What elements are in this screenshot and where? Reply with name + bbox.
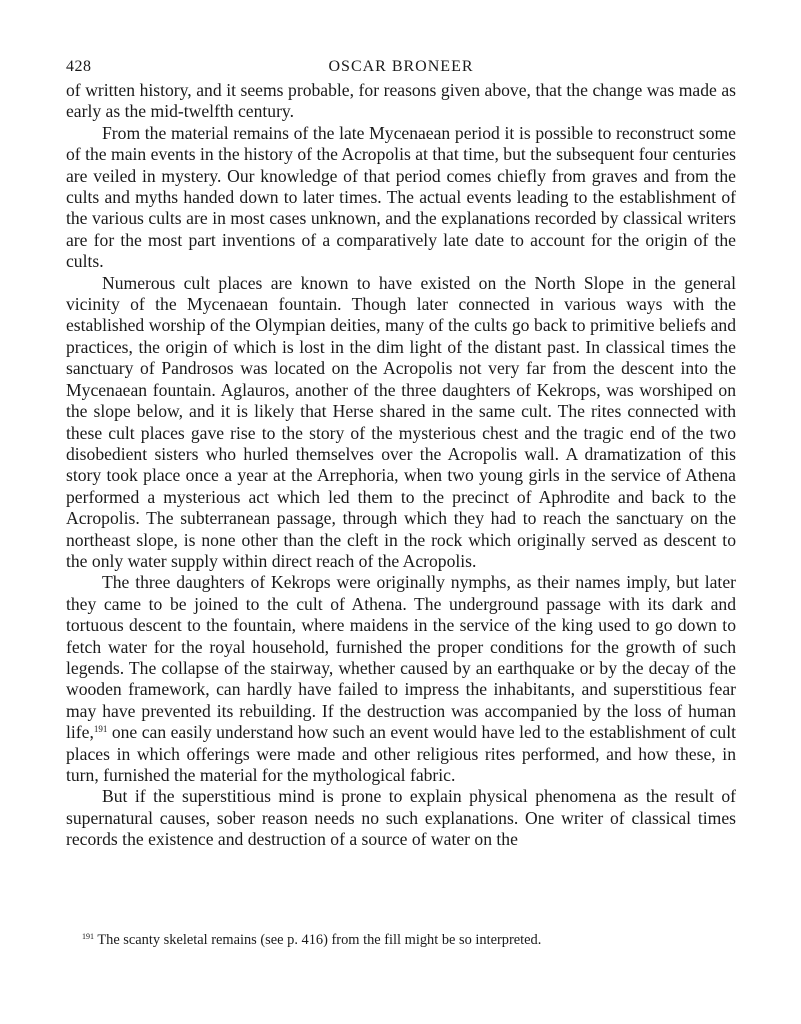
paragraph-1: of written history, and it seems probable, for reasons given above, that the change was made as early as the mid-twelfth century. (66, 80, 736, 122)
body-text (66, 80, 736, 851)
paragraph-3: Numerous cult places are known to have existed on the North Slope in the general vicinity of the Mycenaean fountain. Though later connected in various ways with the established worship of the Olympian deities, many of the cults go back to primitive beliefs and practices, the origin of which is lost in the dim light of the distant past. In classical times the sanctuary of Pandrosos was located on the Acropolis not very far from the descent into the Mycenaean fountain. Aglauros, another of the three daughters of Kekrops, was worshiped on the slope below, and it is likely that Herse shared in the same cult. The rites connected with these cult places gave rise to the story of the mysterious chest and the tragic end of the two disobedient sisters who hurled themselves over the Acropolis wall. A dramatization of this story took place once a year at the Arrephoria, when two young girls in the service of Athena performed a mysterious act which led them to the precinct of Aphrodite and back to the Acropolis. The subterranean passage, through which they had to reach the sanctuary on the northeast slope, is none other than the cleft in the rock which originally served as descent to the only water supply within direct reach of the Acropolis. (66, 272, 736, 571)
running-head: OSCAR BRONEER (328, 58, 474, 75)
page (66, 54, 736, 851)
paragraph-5: But if the superstitious mind is prone to explain physical phenomena as the result of supernatural causes, sober reason needs no such explanations. One writer of classical times records the existence and destruction of a source of water on the (66, 786, 736, 850)
paragraph-4 (66, 572, 736, 786)
page-header (66, 54, 736, 80)
footnote-number: 191 (82, 932, 94, 941)
paragraph-4-text-b: one can easily understand how such an event would have led to the establishment of cult places in which offerings were made and other religious rites performed, and how these, in turn, furnished the material for the mythological fabric. (66, 722, 736, 785)
footnote (82, 931, 541, 949)
page-number: 428 (66, 58, 92, 75)
paragraph-2: From the material remains of the late Mycenaean period it is possible to reconstruct some of the main events in the history of the Acropolis at that time, but the subsequent four centuries are veiled in mystery. Our knowledge of that period comes chiefly from graves and from the cults and myths handed down to later times. The actual events leading to the establishment of the various cults are in most cases unknown, and the explanations recorded by classical writers are for the most part inventions of a comparatively late date to account for the origin of the cults. (66, 122, 736, 272)
footnote-reference[interactable]: 191 (93, 724, 108, 735)
footnote-text: The scanty skeletal remains (see p. 416) from the fill might be so interpreted. (94, 932, 542, 948)
paragraph-4-text-a: The three daughters of Kekrops were originally nymphs, as their names imply, but later they came to be joined to the cult of Athena. The underground passage with its dark and tortuous descent to the fountain, where maidens in the service of the king used to go down to fetch water for the royal household, furnished the proper conditions for the growth of such legends. The collapse of the stairway, whether caused by an earthquake or by the decay of the wooden framework, can hardly have failed to impress the inhabitants, and superstitious fear may have prevented its rebuilding. If the destruction was accompanied by the loss of human life, (66, 572, 736, 743)
